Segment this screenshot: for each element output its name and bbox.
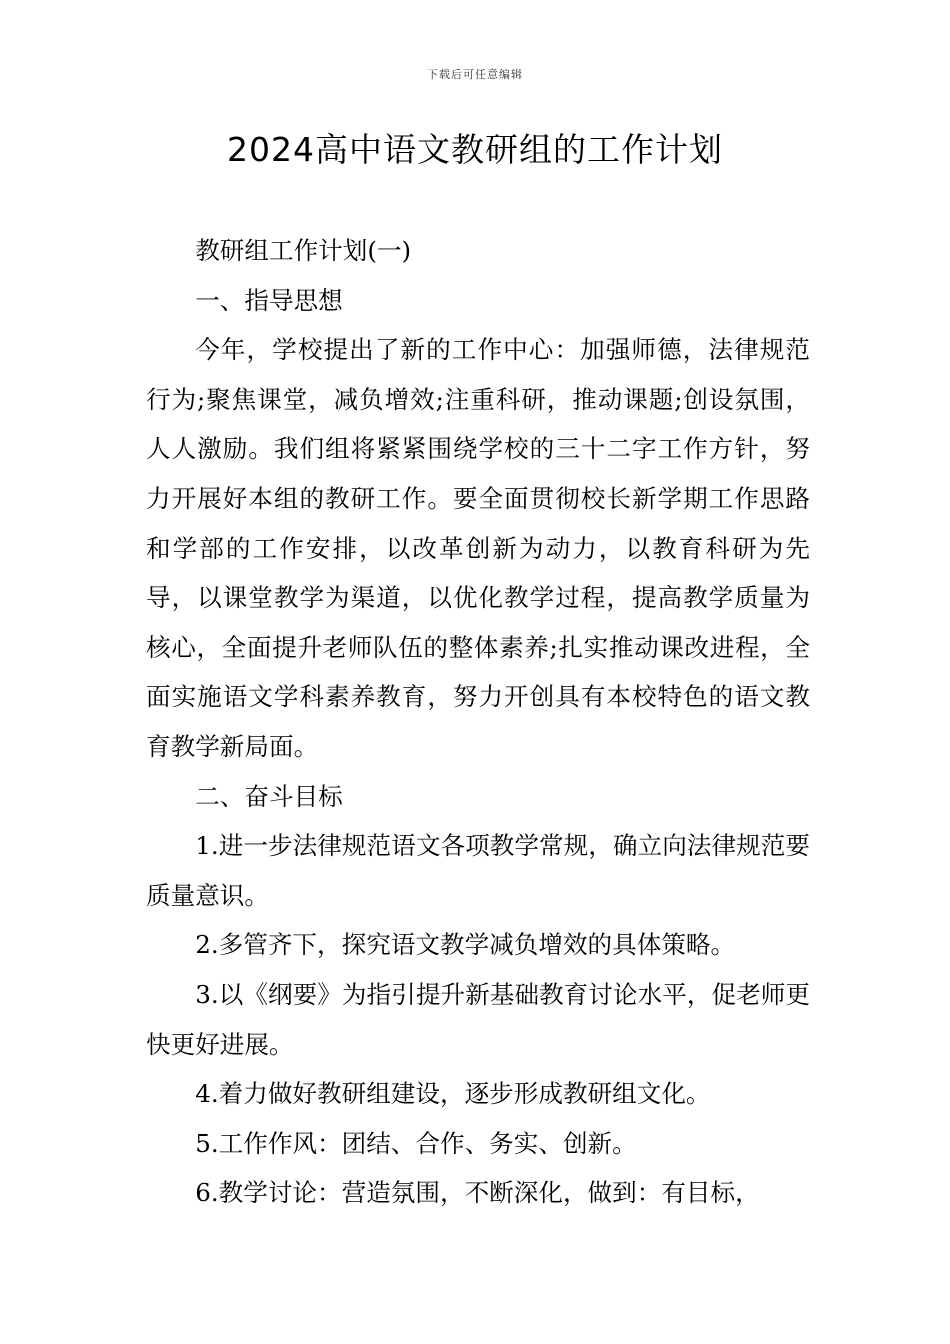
section-heading-plan: 教研组工作计划(一) (195, 236, 412, 265)
document-title: 2024高中语文教研组的工作计划 (227, 130, 723, 169)
document-body (146, 226, 810, 1218)
goal-item-2: 2.多管齐下，探究语文教学减负增效的具体策略。 (195, 930, 736, 960)
goal-item-6: 6.教学讨论：营造氛围，不断深化，做到：有目标， (195, 1178, 760, 1208)
goal-item-5: 5.工作作风：团结、合作、务实、创新。 (195, 1128, 637, 1158)
header-note: 下载后可任意编辑 (427, 68, 523, 81)
paragraph-guiding-thought: 今年，学校提出了新的工作中心：加强师德，法律规范行为;聚焦课堂，减负增效;注重科研，推动课题;创设氛围，人人激励。我们组将紧紧围绕学校的三十二字工作方针，努力开展好本组的教研工作。要全面贯彻校长新学期工作思路和学部的工作安排，以改革创新为动力，以教育科研为先导，以课堂教学为渠道，以优化教学过程，提高教学质量为核心，全面提升老师队伍的整体素养;扎实推动课改进程，全面实施语文学科素养教育，努力开创具有本校特色的语文教育教学新局面。 (146, 335, 810, 761)
goal-item-1: 1.进一步法律规范语文各项教学常规，确立向法律规范要质量意识。 (146, 831, 810, 910)
section-heading-guiding-thought: 一、指导思想 (195, 285, 343, 315)
goal-item-4: 4.着力做好教研组建设，逐步形成教研组文化。 (195, 1079, 711, 1109)
section-heading-goals: 二、奋斗目标 (195, 781, 343, 811)
goal-item-3: 3.以《纲要》为指引提升新基础教育讨论水平，促老师更快更好进展。 (146, 979, 810, 1059)
